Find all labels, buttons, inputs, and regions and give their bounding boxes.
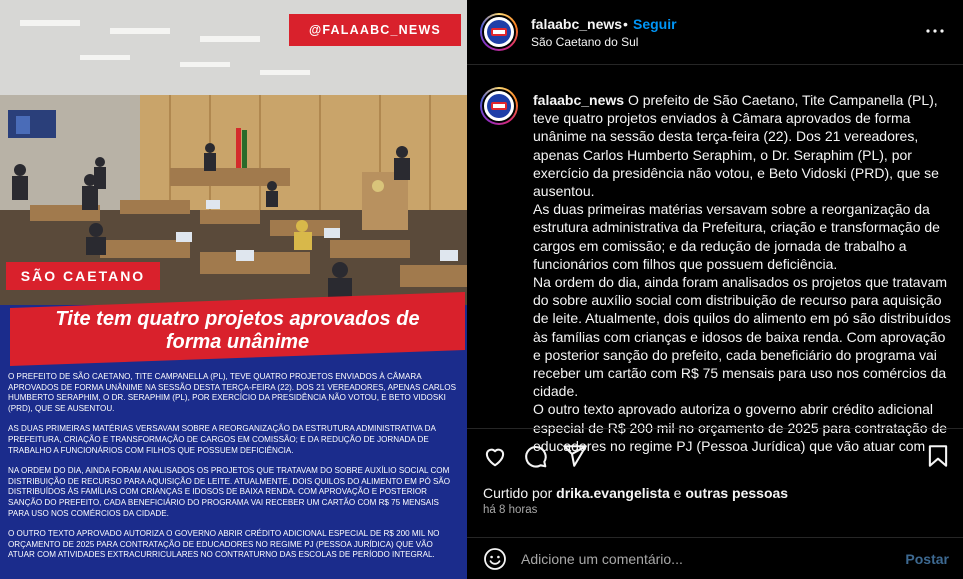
bookmark-icon[interactable] (925, 443, 951, 469)
other-likers-link[interactable]: outras pessoas (685, 485, 789, 501)
media-city-tag: SÃO CAETANO (6, 262, 160, 290)
likes-middle: e (669, 485, 686, 501)
post-header (467, 0, 963, 65)
media-paragraph: O PREFEITO DE SÃO CAETANO, TITE CAMPANELLA (PL), TEVE QUATRO PROJETOS ENVIADOS À CÂMARA APROVADOS DE FORMA UNÂNIME NA SESSÃO DESTA TERÇA-FEIRA (22). DOS 21 VEREADORES, APENAS CARLOS HUMBERTO SERAPHIM, O DR. SERAPHIM (PL), POR EXERCÍCIO DA PRESIDÊNCIA NÃO VOTOU, E BETO VIDOSKI (PRD), QUE SE AUSENTOU. (8, 372, 456, 413)
emoji-icon[interactable] (483, 547, 507, 571)
media-body-text (8, 372, 458, 571)
media-paragraph: NA ORDEM DO DIA, AINDA FORAM ANALISADOS OS PROJETOS QUE TRATAVAM DO SOBRE AUXÍLIO SOCIAL COM DISTRIBUIÇÃO DE RECURSO PARA AQUISIÇÃO DE LEITE. ATUALMENTE, DOIS QUILOS DO ALIMENTO EM PÓ SÃO DISTRIBUÍDOS ÀS FAMÍLIAS COM CRIANÇAS E IDOSOS DE BAIXA RENDA. COM APROVAÇÃO E POSTERIOR SANÇÃO DO PREFEITO, CADA BENEFICIÁRIO DO PROGRAMA VAI RECEBER UM CARTÃO COM R$ 75 MENSAIS PARA USO NOS COMÉRCIOS DA CIDADE. (8, 466, 451, 518)
comment-bar (467, 537, 963, 579)
post-media[interactable] (0, 0, 467, 579)
location-link[interactable]: São Caetano do Sul (531, 35, 639, 49)
likes-line (483, 485, 788, 501)
action-bar (467, 428, 963, 478)
media-paragraph: O OUTRO TEXTO APROVADO AUTORIZA O GOVERNO ABRIR CRÉDITO ADICIONAL ESPECIAL DE R$ 200 MIL NO ORÇAMENTO DE 2025 PARA CONTRATAÇÃO DE EDUCADORES NO REGIME PJ (PESSOA JURÍDICA) QUE VÃO ATUAR COM ATIVIDADES EXTRACURRICULARES NO CONTRATURNO DAS ESCOLAS DE PERÍODO INTEGRAL. (8, 529, 440, 560)
more-icon[interactable] (923, 19, 947, 43)
comment-icon[interactable] (522, 443, 548, 469)
avatar[interactable] (480, 13, 518, 51)
comment-input[interactable] (521, 548, 891, 570)
profile-logo-icon (486, 93, 512, 119)
media-paragraph: AS DUAS PRIMEIRAS MATÉRIAS VERSAVAM SOBRE A REORGANIZAÇÃO DA ESTRUTURA ADMINISTRATIVA DA PREFEITURA, CRIAÇÃO E TRANSFORMAÇÃO DE CARGOS EM COMISSÃO; E DA REDUÇÃO DE JORNADA DE TRABALHO A FUNCIONÁRIOS COM FILHOS QUE POSSUEM DEFICIÊNCIA. (8, 424, 436, 455)
liker-username[interactable]: drika.evangelista (556, 485, 670, 501)
share-icon[interactable] (562, 443, 588, 469)
separator-dot: • (623, 16, 628, 32)
caption-text (533, 91, 953, 455)
caption-body: O prefeito de São Caetano, Tite Campanella (PL), teve quatro projetos enviados à Câmara aprovados de forma unânime na sessão desta terça-feira (22). Dos 21 vereadores, apenas Carlos Humberto Seraphim, o Dr. Seraphim (PL), por exercício da presidência não votou, e Beto Vidoski (PRD), que se ausentou. As duas primeiras matérias versavam sobre a reorganização da estrutura administrativa da Prefeitura, criação e transformação de cargos em comissão; e da redução de jornada de trabalho a funcionários com filhos que possuem deficiência. Na ordem do dia, ainda foram analisados os projetos que tratavam do sobre auxílio social com distribuição de recurso para aquisição de leite. Atualmente, dois quilos do alimento em pó são distribuídos às famílias com crianças e idosos de baixa renda. Com aprovação e posterior sanção do prefeito, cada beneficiário do programa vai receber um cartão com R$ 75 mensais para uso nos comércios da cidade. O outro texto aprovado autoriza o governo abrir crédito adicional especial de R$ 200 mil no orçamento de 2025 para contratação de educadores no regime PJ (Pessoa Jurídica) que vão atuar com (533, 92, 951, 454)
caption-area (467, 66, 963, 454)
post-panel (467, 0, 963, 579)
post-comment-button[interactable]: Postar (905, 551, 949, 567)
caption-avatar[interactable] (480, 87, 518, 125)
profile-logo-icon (486, 19, 512, 45)
follow-button[interactable]: Seguir (633, 16, 677, 32)
heart-icon[interactable] (482, 443, 508, 469)
likes-prefix: Curtido por (483, 485, 557, 501)
media-handle-tag: @FALAABC_NEWS (289, 14, 461, 46)
media-headline: Tite tem quatro projetos aprovados de forma unânime (55, 308, 420, 353)
header-username[interactable]: falaabc_news (531, 16, 623, 32)
chamber-photo (0, 0, 467, 305)
caption-username[interactable]: falaabc_news (533, 92, 625, 108)
post-timestamp[interactable]: há 8 horas (483, 504, 538, 516)
